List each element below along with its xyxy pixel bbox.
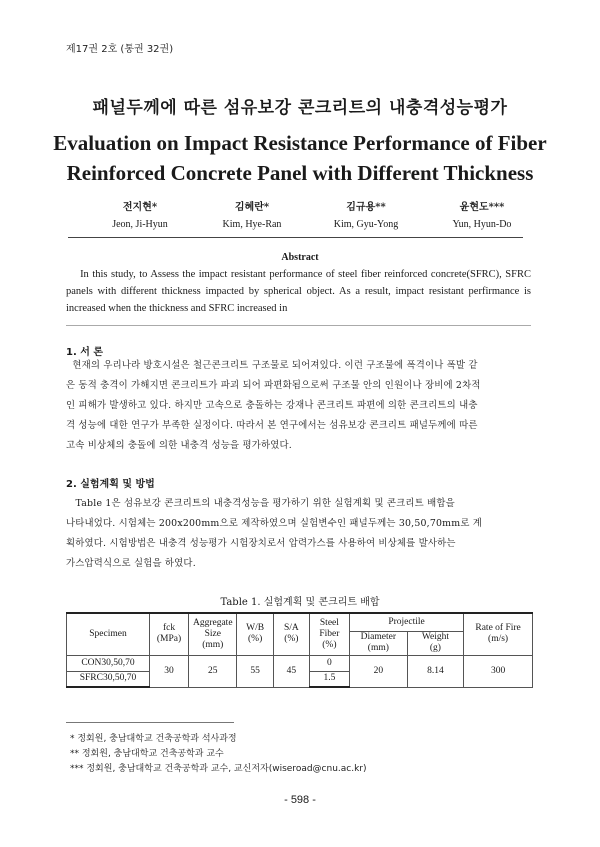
header-weight: Weight (g)	[407, 631, 463, 655]
header-rate-of-fire: Rate of Fire (m/s)	[464, 613, 533, 655]
section-2-body	[66, 494, 531, 574]
header-aggregate: Aggregate Size (mm)	[189, 613, 237, 655]
header-sa: S/A (%)	[273, 613, 309, 655]
header-fck: fck (MPa)	[149, 613, 188, 655]
body-line: 획하였다. 시험방법은 내충격 성능평가 시험장치로서 압력가스를 사용하여 비상체를 발사하는	[66, 538, 456, 549]
author-4	[422, 198, 542, 230]
footnote-1: * 정회원, 충남대학교 건축공학과 석사과정	[70, 734, 237, 744]
footnote-divider	[66, 722, 234, 723]
body-line	[66, 494, 531, 514]
cell-rate: 300	[464, 655, 533, 687]
header-diameter: Diameter (mm)	[349, 631, 407, 655]
section-1-body	[66, 356, 531, 456]
author-name-en: Kim, Gyu-Yong	[333, 219, 399, 230]
body-line	[66, 356, 531, 376]
body-line: 나타내었다. 시험체는 200x200mm으로 제작하였으며 실험변수인 패널두께는 30,50,70mm로 계	[66, 518, 483, 529]
title-english-line2: Reinforced Concrete Panel with Different Thickness	[66, 161, 534, 185]
abstract-divider	[66, 325, 531, 326]
title-english-line1: Evaluation on Impact Resistance Performance of Fiber	[53, 131, 547, 155]
body-line-text: Table 1은 섬유보강 콘크리트의 내충격성능을 평가하기 위한 실험계획 및 콘크리트 배합을	[75, 498, 455, 509]
header-steel-fiber: Steel Fiber (%)	[309, 613, 349, 655]
cell-specimen: CON30,50,70	[67, 655, 150, 671]
author-name-en: Kim, Hye-Ran	[222, 219, 282, 230]
cell-wb: 55	[237, 655, 273, 687]
body-line: 인 피해가 발생하고 있다. 하지만 고속으로 충돌하는 강재나 콘크리트 파편에 의한 콘크리트의 내충	[66, 400, 478, 411]
cell-steel-fiber: 1.5	[309, 671, 349, 687]
body-line: 가스압력식으로 실험을 하였다.	[66, 558, 196, 569]
author-name-ko: 김규용**	[346, 202, 386, 213]
header-projectile: Projectile	[349, 613, 463, 631]
author-name-en: Jeon, Ji-Hyun	[112, 219, 168, 230]
abstract-heading: Abstract	[281, 252, 319, 263]
cell-weight: 8.14	[407, 655, 463, 687]
page-number: - 598 -	[284, 794, 316, 806]
section-2-heading: 2. 실험계획 및 방법	[66, 479, 155, 490]
title-english	[0, 128, 600, 188]
header-specimen: Specimen	[67, 613, 150, 655]
body-line: 고속 비상체의 충돌에 의한 내충격 성능을 평가하였다.	[66, 440, 292, 451]
cell-fck: 30	[149, 655, 188, 687]
title-korean: 패널두께에 따른 섬유보강 콘크리트의 내충격성능평가	[92, 98, 508, 118]
table-caption: Table 1. 실험계획 및 콘크리트 배합	[220, 597, 380, 608]
abstract-text	[66, 266, 531, 317]
cell-steel-fiber: 0	[309, 655, 349, 671]
cell-diameter: 20	[349, 655, 407, 687]
header-divider	[68, 237, 523, 238]
cell-aggregate: 25	[189, 655, 237, 687]
table-row	[67, 655, 533, 671]
author-name-en: Yun, Hyun-Do	[452, 219, 512, 230]
author-name-ko: 윤현도***	[459, 202, 505, 213]
mix-table	[66, 612, 533, 688]
footnote-2: ** 정회원, 충남대학교 건축공학과 교수	[70, 749, 224, 759]
author-1	[80, 198, 200, 230]
cell-sa: 45	[273, 655, 309, 687]
author-name-ko: 전지현*	[122, 202, 158, 213]
author-list	[80, 198, 530, 230]
cell-specimen: SFRC30,50,70	[67, 671, 150, 687]
author-name-ko: 김혜란*	[234, 202, 270, 213]
author-2	[192, 198, 312, 230]
section-1-heading: 1. 서 론	[66, 347, 104, 358]
footnote-3: *** 정회원, 충남대학교 건축공학과 교수, 교신저자(wiseroad@cnu.ac.kr)	[70, 764, 367, 774]
body-line-text: 현재의 우리나라 방호시설은 철근콘크리트 구조물로 되어져있다. 이런 구조물에 폭격이나 폭발 같	[72, 360, 478, 371]
journal-header: 제17권 2호 (통권 32권)	[66, 44, 174, 55]
author-3	[306, 198, 426, 230]
body-line: 격 성능에 대한 연구가 부족한 실정이다. 따라서 본 연구에서는 섬유보강 콘크리트 패널두께에 따른	[66, 420, 478, 431]
abstract-body: In this study, to Assess the impact resistant performance of steel fiber reinforced concrete(SFRC), SFRC panels with different thickness impacted by spherical object. As a result, impact resistant perfirmance is increased when the thickness and SFRC increased in	[66, 269, 531, 314]
body-line: 은 동적 충격이 가해지면 콘크리트가 파괴 되어 파편화됨으로써 구조물 안의 인원이나 장비에 2차적	[66, 380, 481, 391]
header-wb: W/B (%)	[237, 613, 273, 655]
